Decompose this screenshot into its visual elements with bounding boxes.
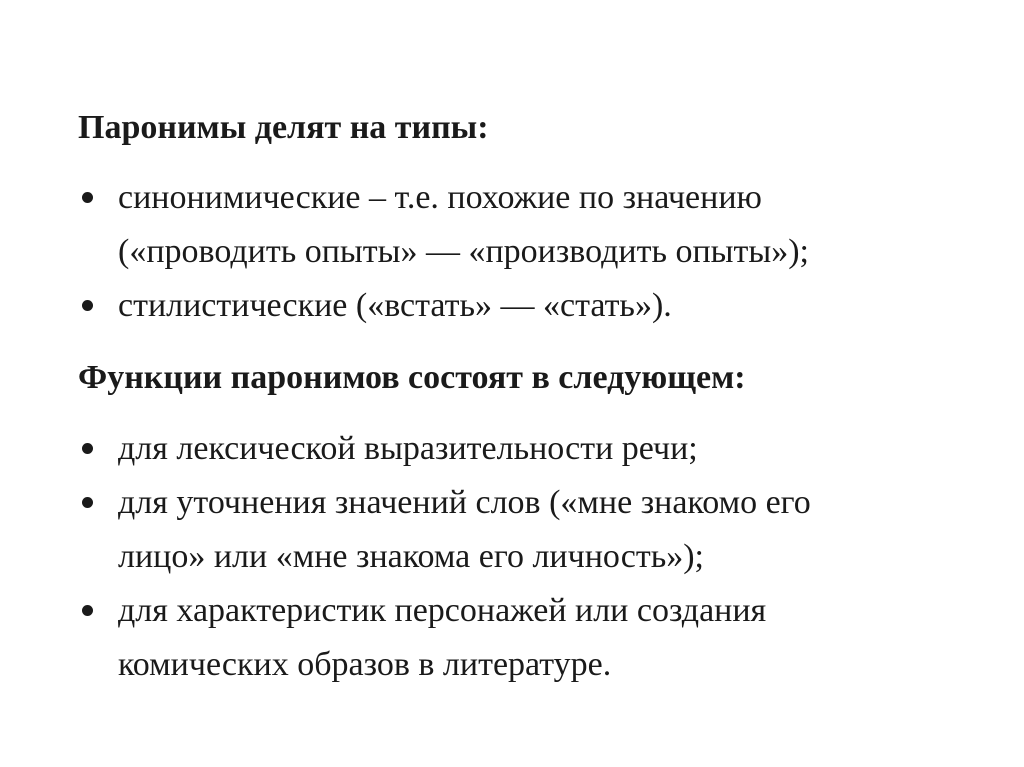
list-item-line: лицо» или «мне знакома его личность»); xyxy=(118,538,704,575)
bullet-icon xyxy=(82,443,93,454)
list-item-synonymic xyxy=(78,171,998,279)
bullet-icon xyxy=(82,605,93,616)
list-item-line: для характеристик персонажей или создания xyxy=(118,592,767,629)
list-item-characterization xyxy=(78,584,998,692)
list-item-line: для лексической выразительности речи; xyxy=(118,430,698,467)
section-heading-functions: Функции паронимов состоят в следующем: xyxy=(78,359,746,396)
list-item-line: комических образов в литературе. xyxy=(118,646,612,683)
paronym-functions-list xyxy=(78,422,998,692)
bullet-icon xyxy=(82,300,93,311)
list-item-line: стилистические («встать» — «стать»). xyxy=(118,287,672,324)
list-item-clarification xyxy=(78,476,998,584)
list-item-line: («проводить опыты» — «производить опыты»); xyxy=(118,233,809,270)
bullet-icon xyxy=(82,192,93,203)
list-item-stylistic xyxy=(78,279,998,333)
list-item-expressiveness xyxy=(78,422,998,476)
list-item-line: синонимические – т.е. похожие по значению xyxy=(118,179,762,216)
paronym-types-list xyxy=(78,171,998,333)
list-item-line: для уточнения значений слов («мне знакомо его xyxy=(118,484,811,521)
section-heading-types: Паронимы делят на типы: xyxy=(78,109,489,146)
bullet-icon xyxy=(82,497,93,508)
